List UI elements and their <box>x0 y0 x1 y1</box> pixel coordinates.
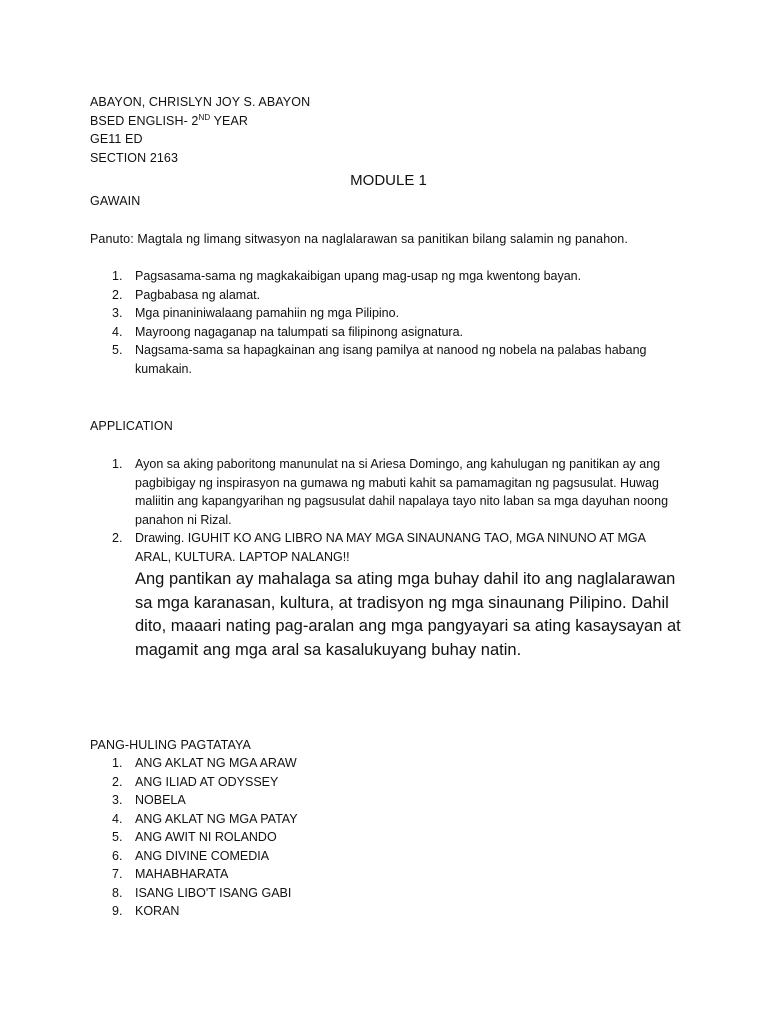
panuto-text: Panuto: Magtala ng limang sitwasyon na naglalarawan sa panitikan bilang salamin ng panahon. <box>90 232 628 246</box>
course-ordinal-suffix: ND <box>198 112 211 122</box>
pagtataya-heading: PANG-HULING PAGTATAYA <box>90 738 251 752</box>
application-list <box>90 455 680 566</box>
course-prefix: BSED ENGLISH- 2 <box>90 113 199 128</box>
list-item: 3. Mga pinaniniwalaang pamahiin ng mga Pilipino. <box>112 306 400 320</box>
course-suffix: YEAR <box>210 113 249 128</box>
list-item: 2. Drawing. IGUHIT KO ANG LIBRO NA MAY MGA SINAUNANG TAO, MGA NINUNO AT MGA ARAL, KULTURA. LAPTOP NALANG!! <box>112 531 646 564</box>
list-item: 4. ANG AKLAT NG MGA PATAY <box>112 811 298 826</box>
application-paragraph: Ang pantikan ay mahalaga sa ating mga buhay dahil ito ang naglalarawan sa mga karanasan, kultura, at tradisyon ng mga sinaunang Pilipino. Dahil dito, maaari nating pag-aralan ang mga pangyayari sa ating kasaysayan at magamit ang mga aral sa kasalukuyang buhay natin. <box>135 570 681 659</box>
list-item: 2. Pagbabasa ng alamat. <box>112 287 261 302</box>
student-info <box>90 93 310 167</box>
list-item: 4. Mayroong nagaganap na talumpati sa filipinong asignatura. <box>112 324 464 339</box>
list-item: 3. NOBELA <box>112 793 186 807</box>
course-year <box>90 112 310 131</box>
subject-code: GE11 ED <box>90 132 143 146</box>
list-item: 1. Pagsasama-sama ng magkakaibigan upang mag-usap ng mga kwentong bayan. <box>112 269 582 283</box>
list-item: 8. ISANG LIBO'T ISANG GABI <box>112 885 292 900</box>
gawain-list <box>90 267 660 378</box>
list-item: 2. ANG ILIAD AT ODYSSEY <box>112 774 279 789</box>
list-item: 5. Nagsama-sama sa hapagkainan ang isang pamilya at nanood ng nobela na palabas habang kumakain. <box>112 343 647 376</box>
list-item: 7. MAHABHARATA <box>112 867 229 881</box>
application-heading: APPLICATION <box>90 419 173 433</box>
section-number: SECTION 2163 <box>90 150 179 165</box>
list-item: 9. KORAN <box>112 904 180 918</box>
list-item: 5. ANG AWIT NI ROLANDO <box>112 830 277 844</box>
list-item: 1. Ayon sa aking paboritong manunulat na si Ariesa Domingo, ang kahulugan ng panitikan ay ang pagbibigay ng inspirasyon na gumawa ng mabuti kahit sa pamamagitan ng pagsusulat. Huwag maliitin ang kapangyarihan ng pagsusulat dahil napalaya tayo nito laban sa mga dayuhan noong panahon ni Rizal. <box>112 457 669 527</box>
pagtataya-list <box>90 754 490 921</box>
gawain-heading: GAWAIN <box>90 194 141 208</box>
module-title: MODULE 1 <box>350 172 427 189</box>
list-item: 6. ANG DIVINE COMEDIA <box>112 848 270 863</box>
list-item: 1. ANG AKLAT NG MGA ARAW <box>112 756 297 770</box>
student-name: ABAYON, CHRISLYN JOY S. ABAYON <box>90 95 311 109</box>
